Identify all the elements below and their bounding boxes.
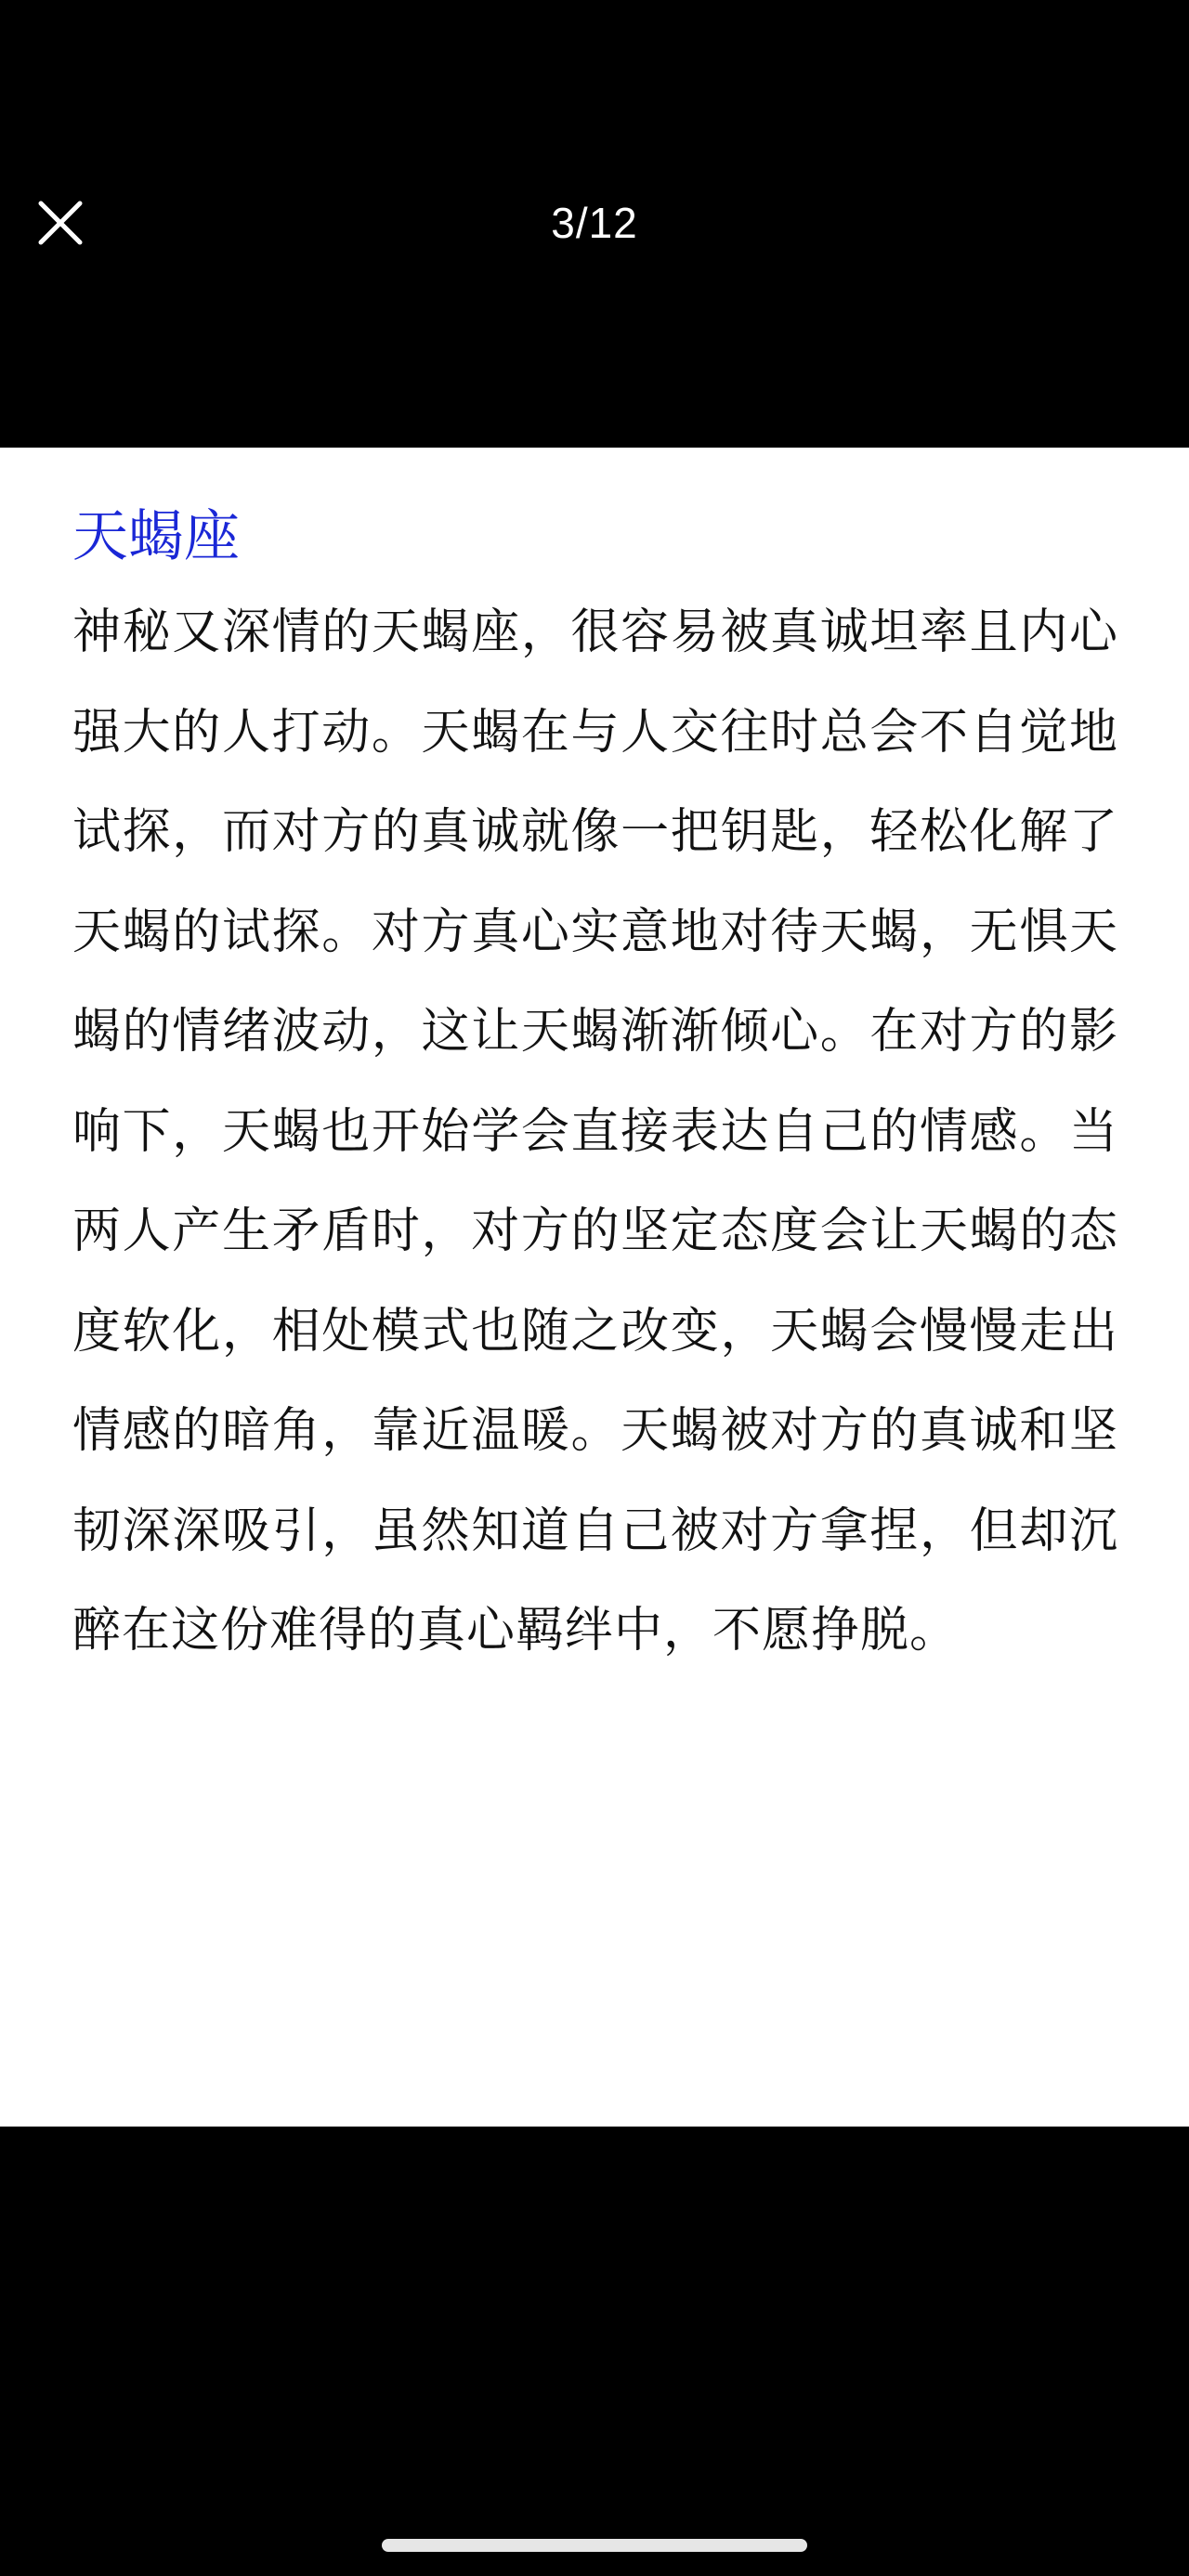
article-body: 神秘又深情的天蝎座，很容易被真诚坦率且内心强大的人打动。天蝎在与人交往时总会不自觉地试探，而对方的真诚就像一把钥匙，轻松化解了天蝎的试探。对方真心实意地对待天蝎，无惧天蝎的情绪波动，这让天蝎渐渐倾心。在对方的影响下，天蝎也开始学会直接表达自己的情感。当两人产生矛盾时，对方的坚定态度会让天蝎的态度软化，相处模式也随之改变，天蝎会慢慢走出情感的暗角，靠近温暖。天蝎被对方的真诚和坚韧深深吸引，虽然知道自己被对方拿捏，但却沉醉在这份难得的真心羁绊中，不愿挣脱。 [72, 605, 1118, 1659]
page-counter: 3/12 [551, 199, 638, 247]
viewer-bottom-bar [0, 2127, 1189, 2576]
home-indicator[interactable] [382, 2539, 807, 2552]
viewer-top-bar [0, 0, 1189, 448]
article-title: 天蝎座 [72, 504, 240, 569]
article-page [0, 448, 1189, 2127]
